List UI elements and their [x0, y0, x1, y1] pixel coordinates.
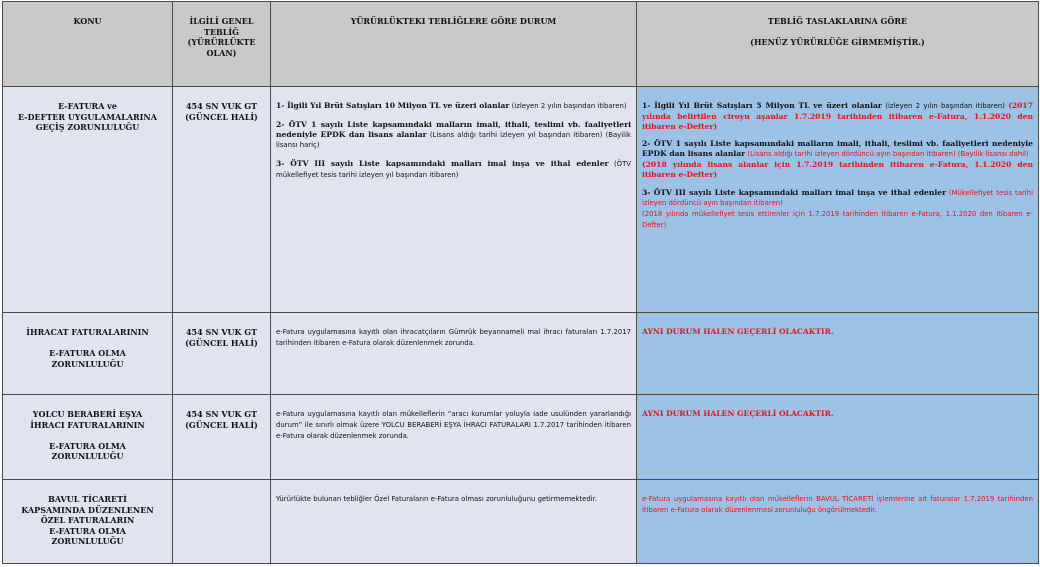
table-row	[3, 480, 1039, 564]
subject-line: E-FATURA OLMA	[49, 440, 126, 451]
header-current-text: YÜRÜRLÜKTEKI TEBLİĞLERE GÖRE DURUM	[350, 16, 557, 26]
reference-line: (GÜNCEL HALİ)	[185, 111, 258, 122]
reference-line: 454 SN VUK GT	[185, 409, 258, 419]
subject-line: İHRACI FATURALARININ	[30, 419, 145, 430]
draft-item-2: 2- ÖTV 1 sayılı Liste kapsamındaki malların imali, ithali, teslimi vb. faaliyetleri nedeniyle EPDK dan lisans alanlar (Lisans aldığı tarihi izleyen dördüncü ayın başından itibaren) (Bayilik lisansı dahil) (2018 yılında lisans alanlar için 1.7.2019 tarihinden itibaren e-Fatura, 1.1.2020 den itibaren e-Defter)	[642, 139, 1033, 179]
subject-cell	[3, 87, 173, 313]
current-status-cell	[271, 395, 637, 480]
header-current-status	[271, 2, 637, 87]
header-ref-line3: (YÜRÜRLÜKTE	[187, 37, 256, 47]
subject-line: KAPSAMINDA DÜZENLENEN	[21, 504, 154, 515]
table-row	[3, 313, 1039, 395]
draft-status-cell	[637, 395, 1039, 480]
header-ref-line1: İLGİLİ GENEL	[189, 16, 254, 26]
reference-cell	[173, 480, 271, 564]
subject-cell	[3, 480, 173, 564]
subject-line: E-FATURA OLMA	[49, 525, 126, 536]
draft-item-1: 1- İlgili Yıl Brüt Satışları 5 Milyon TL ve üzeri olanlar (izleyen 2 yılın başından itibaren) (2017 yılında belirtilen ciroyu aşanlar 1.7.2019 tarihinden itibaren e-Fatura, 1.1.2020 den itibaren e-Defter)	[642, 101, 1033, 131]
table-row	[3, 87, 1039, 313]
subject-cell	[3, 313, 173, 395]
reference-line: 454 SN VUK GT	[185, 101, 258, 111]
subject-cell	[3, 395, 173, 480]
subject-line: ÖZEL FATURALARIN	[40, 515, 135, 526]
subject-line: ZORUNLULUĞU	[51, 536, 124, 547]
subject-line: İHRACAT FATURALARININ	[26, 327, 149, 337]
draft-status-cell	[637, 313, 1039, 395]
draft-text: AYNI DURUM HALEN GEÇERLİ OLACAKTIR.	[642, 409, 834, 418]
subject-line: E-FATURA OLMA	[49, 348, 126, 359]
table-row	[3, 395, 1039, 480]
draft-status-cell	[637, 480, 1039, 564]
subject-line: GEÇİŞ ZORUNLULUĞU	[35, 122, 140, 133]
subject-line: E-DEFTER UYGULAMALARINA	[18, 111, 157, 122]
current-text: e-Fatura uygulamasına kayıtlı olan ihracatçıların Gümrük beyannameli mal ihracı faturaları 1.7.2017 tarihinden itibaren e-Fatura olarak düzenlenmek zorunda.	[276, 328, 631, 347]
draft-text: AYNI DURUM HALEN GEÇERLİ OLACAKTIR.	[642, 327, 834, 336]
header-subject-text: KONU	[73, 16, 102, 26]
current-item-1: 1- İlgili Yıl Brüt Satışları 10 Milyon TL ve üzeri olanlar (izleyen 2 yılın başından itibaren)	[276, 101, 627, 110]
subject-line: BAVUL TİCARETİ	[48, 494, 127, 504]
header-reference	[173, 2, 271, 87]
current-item-2: 2- ÖTV 1 sayılı Liste kapsamındaki malların imali, ithali, teslimi vb. faaliyetleri nedeniyle EPDK dan lisans alanlar (Lisans aldığı tarihi izleyen yıl başından itibaren) (Bayilik lisansı hariç)	[276, 119, 631, 150]
reference-cell	[173, 87, 271, 313]
header-ref-line4: OLAN)	[206, 47, 237, 58]
comparison-table	[2, 1, 1039, 564]
reference-line: (GÜNCEL HALİ)	[185, 337, 258, 348]
draft-status-cell	[637, 87, 1039, 313]
header-draft-line1: TEBLİĞ TASLAKLARINA GÖRE	[767, 16, 908, 26]
reference-line: 454 SN VUK GT	[185, 327, 258, 337]
subject-line: ZORUNLULUĞU	[51, 358, 124, 369]
reference-cell	[173, 395, 271, 480]
header-subject	[3, 2, 173, 87]
subject-line: YOLCU BERABERİ EŞYA	[32, 409, 143, 419]
current-text: e-Fatura uygulamasına kayıtlı olan mükelleflerin “aracı kurumlar yoluyla iade usulünden yararlandığı durum” ile sınırlı olmak üzere YOLCU BERABERİ EŞYA İHRACI FATURALARI 1.7.2017 tarihinden itibaren e-Fatura olarak düzenlenmek zorunda.	[276, 410, 631, 440]
subject-line: ZORUNLULUĞU	[51, 451, 124, 462]
header-draft-line2: (HENÜZ YÜRÜRLÜĞE GİRMEMİŞTİR.)	[750, 37, 925, 47]
header-draft-status	[637, 2, 1039, 87]
current-text: Yürürlükte bulunan tebliğler Özel Faturaların e-Fatura olması zorunluluğunu getirmemektedir.	[276, 495, 598, 503]
draft-text: e-Fatura uygulamasına kayıtlı olan mükelleflerin BAVUL TİCARETİ işlemlerine ait faturalar 1.7.2019 tarihinden itibaren e-Fatura olarak düzenlenmesi zorunluluğu öngörülmektedir.	[642, 495, 1033, 514]
draft-item-3: 3- ÖTV III sayılı Liste kapsamındaki malları imal inşa ve ithal edenler (Mükellefiyet tesis tarihi izleyen dördüncü ayın başından itibaren) (2018 yılında mükellefiyet tesis ettirenler için 1.7.2019 tarihinden itibaren e-Fatura, 1.1.2020 den itibaren e-Defter)	[642, 187, 1033, 229]
header-row	[3, 2, 1039, 87]
reference-cell	[173, 313, 271, 395]
subject-line: E-FATURA ve	[58, 101, 117, 111]
current-status-cell	[271, 87, 637, 313]
current-item-3: 3- ÖTV III sayılı Liste kapsamındaki malları imal inşa ve ithal edenler (ÖTV mükellefiyet tesis tarihi izleyen yıl başından itibaren)	[276, 159, 631, 179]
current-status-cell	[271, 480, 637, 564]
header-ref-line2: TEBLİĞ	[203, 26, 239, 37]
current-status-cell	[271, 313, 637, 395]
reference-line: (GÜNCEL HALİ)	[185, 419, 258, 430]
